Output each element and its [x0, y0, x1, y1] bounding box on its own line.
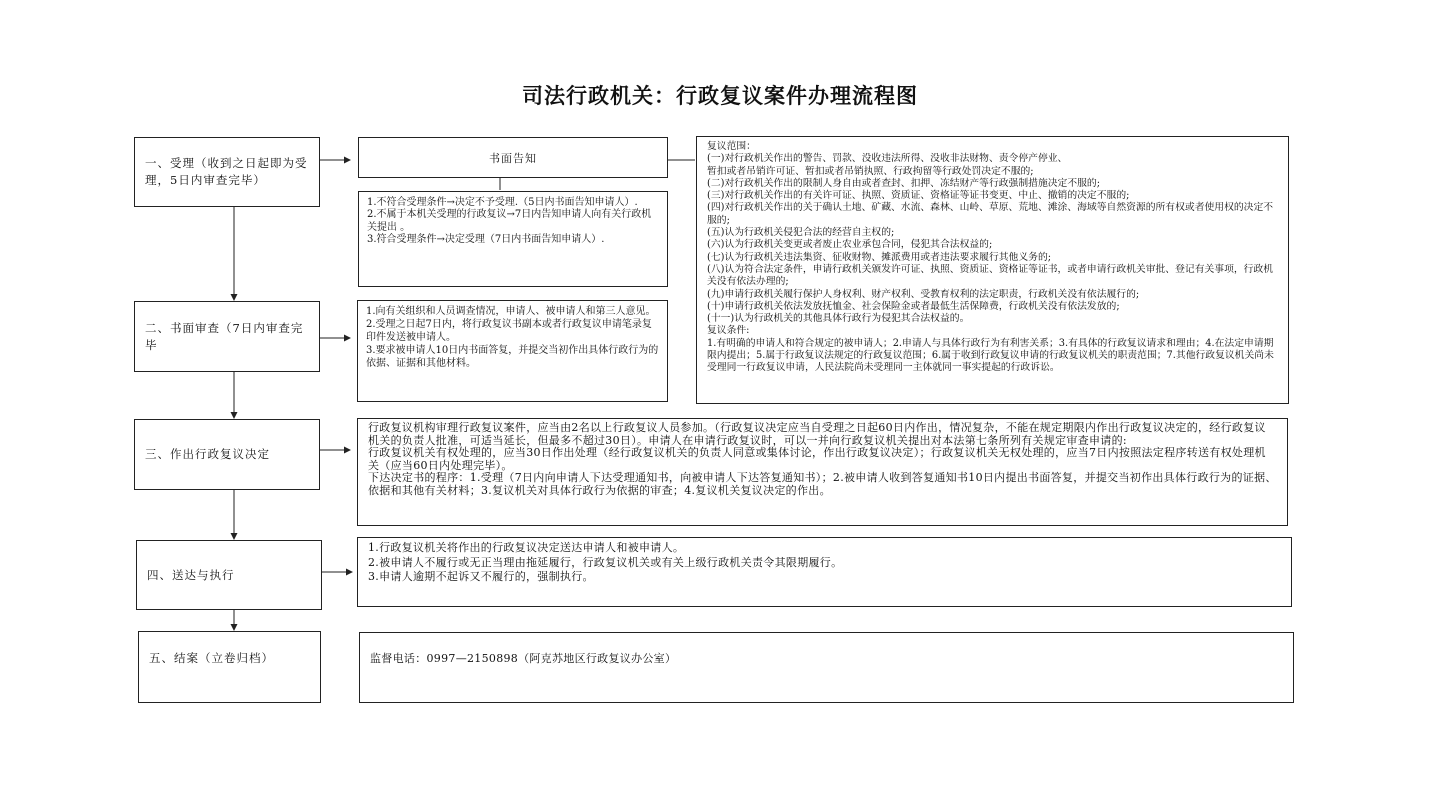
scope-line: (九)申请行政机关履行保护人身权利、财产权利、受教育权利的法定职责，行政机关没有依法履行的; [707, 288, 1140, 300]
step-5-label: 五、结案（立卷归档） [149, 651, 274, 665]
scope-line: (十)申请行政机关依法发放抚恤金、社会保险金或者最低生活保障费，行政机关没有依法发放的; [707, 300, 1120, 312]
scope-line: (一)对行政机关作出的警告、罚款、没收违法所得、没收非法财物、责令停产停业、 [707, 153, 1068, 165]
execution-line: 1.行政复议机关将作出的行政复议决定送达申请人和被申请人。 [368, 541, 685, 554]
step-4-label: 四、送达与执行 [147, 567, 235, 582]
scope-line: 复议条件: [707, 325, 750, 337]
step-2-label: 二、书面审查（7日内审查完毕 [145, 320, 304, 352]
execution-line: 3.申请人逾期不起诉又不履行的，强制执行。 [368, 570, 594, 584]
decision-line: 行政复议机构审理行政复议案件，应当由2名以上行政复议人员参加。（行政复议决定应当自受理之日起60日内作出，情况复杂，不能在规定期限内作出行政复议决定的，经行政复议机关的负责人批准，可适当延长，但最多不超过30日）。申请人在申请行政复议时，可以一并向行政复议机关提出对本法第七条所列有关规定审查申请的: [368, 421, 1266, 447]
scope-line: 暂扣或者吊销许可证、暂扣或者吊销执照、行政拘留等行政处罚决定不服的; [707, 165, 1034, 177]
execution-box [357, 537, 1292, 607]
scope-line: 复议范围： [707, 141, 756, 152]
scope-line: 1.有明确的申请人和符合规定的被申请人；2.申请人与具体行政行为有利害关系；3.有具体的行政复议请求和理由；4.在法定申请期限内提出；5.属于行政复议法规定的行政复议范围；6.属于收到行政复议申请的行政复议机关的职责范围；7.其他行政复议机关尚未受理同一行政复议申请，人民法院尚未受理同一主体就同一事实提起的行政诉讼。 [707, 337, 1274, 374]
step-3-label: 三、作出行政复议决定 [145, 447, 270, 461]
step-3-decision [134, 419, 320, 490]
acceptance-outcomes-box [358, 191, 668, 287]
step-4-delivery-execution [136, 540, 322, 610]
acceptance-line: 2.不属于本机关受理的行政复议→7日内告知申请人向有关行政机关提出 。 [367, 209, 652, 233]
scope-line: (十一)认为行政机关的其他具体行政行为侵犯其合法权益的。 [707, 313, 970, 325]
scope-line: (七)认为行政机关违法集资、征收财物、摊派费用或者违法要求履行其他义务的; [707, 251, 1052, 263]
scope-line: (二)对行政机关作出的限制人身自由或者查封、扣押、冻结财产等行政强制措施决定不服的; [707, 177, 1101, 189]
written-review-box [357, 300, 668, 402]
step-1-label: 一、受理（收到之日起即为受理，5日内审查完毕） [145, 156, 308, 187]
scope-line: (三)对行政机关作出的有关许可证、执照、资质证、资格证等证书变更、中止、撤销的决定不服的; [707, 190, 1130, 202]
scope-line: (六)认为行政机关变更或者废止农业承包合同，侵犯其合法权益的; [707, 239, 993, 251]
page-title: 司法行政机关：行政复议案件办理流程图 [522, 83, 918, 108]
review-line: 1.向有关组织和人员调查情况，申请人、被申请人和第三人意见。 [366, 306, 656, 317]
review-scope-box [696, 136, 1289, 404]
decision-line: 下达决定书的程序：1.受理（7日内向申请人下达受理通知书，向被申请人下达答复通知书）；2.被申请人收到答复通知书10日内提出书面答复，并提交当初作出具体行政行为的证据、依据和其他有关材料；3.复议机关对具体行政行为依据的审查；4.复议机关复议决定的作出。 [368, 471, 1277, 497]
decision-box [357, 418, 1288, 526]
written-notice-box [358, 137, 668, 178]
scope-line: (八)认为符合法定条件，申请行政机关颁发许可证、执照、资质证、资格证等证书，或者申请行政机关审批、登记有关事项，行政机关没有依法办理的; [707, 263, 1274, 288]
acceptance-line: 3.符合受理条件→决定受理（7日内书面告知申请人）. [367, 234, 605, 246]
supervision-phone: 监督电话：0997—2150898（阿克苏地区行政复议办公室） [370, 652, 677, 665]
step-2-written-review [134, 301, 320, 372]
decision-line: 行政复议机关有权处理的，应当30日作出处理（经行政复议机关的负责人同意或集体讨论，作出行政复议决定）；行政复议机关无权处理的，应当7日内按照法定程序转送有权处理机关（应当60日内处理完毕）。 [368, 446, 1266, 472]
step-5-closing [138, 631, 321, 703]
acceptance-line: 1.不符合受理条件→决定不予受理.（5日内书面告知申请人）. [367, 197, 638, 208]
scope-line: (五)认为行政机关侵犯合法的经营自主权的; [707, 227, 895, 239]
review-line: 2.受理之日起7日内，将行政复议书副本或者行政复议申请笔录复印件发送被申请人。 [366, 319, 652, 343]
scope-line: (四)对行政机关作出的关于确认土地、矿藏、水流、森林、山岭、草原、荒地、滩涂、海域等自然资源的所有权或者使用权的决定不服的; [707, 202, 1274, 226]
review-line: 3.要求被申请人10日内书面答复，并提交当初作出具体行政行为的依据、证据和其他材料。 [366, 345, 659, 369]
supervision-box [359, 632, 1294, 703]
execution-line: 2.被申请人不履行或无正当理由拖延履行，行政复议机关或有关上级行政机关责令其限期履行。 [368, 555, 843, 569]
step-1-acceptance [134, 137, 320, 207]
written-notice-label: 书面告知 [489, 151, 537, 165]
